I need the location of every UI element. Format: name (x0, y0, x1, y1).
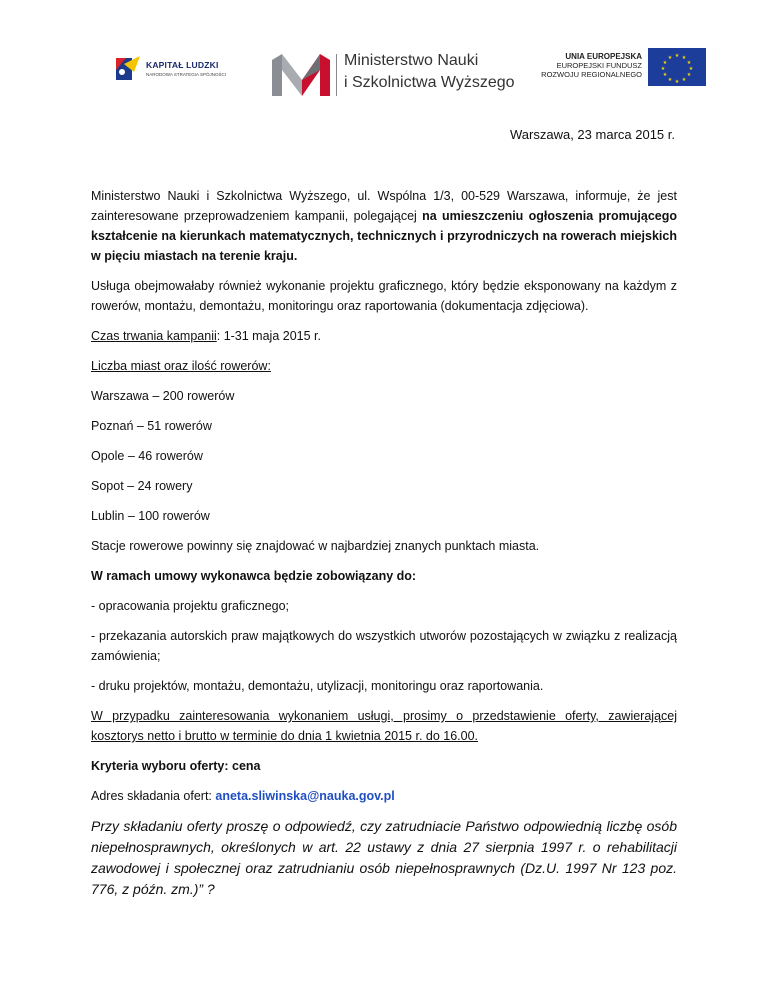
obligation-item: - druku projektów, montażu, demontażu, utylizacji, monitoringu oraz raportowania. (91, 679, 544, 693)
svg-text:★: ★ (681, 55, 687, 61)
city-item: Opole – 46 rowerów (91, 449, 203, 463)
kapital-ludzki-title: KAPITAŁ LUDZKI (146, 60, 219, 70)
ministry-name-line2: i Szkolnictwa Wyższego (344, 74, 515, 91)
eu-logo (540, 48, 710, 88)
duration-label: Czas trwania kampanii (91, 329, 217, 343)
eu-logo-line2: EUROPEJSKI FUNDUSZ (556, 61, 642, 70)
intro-bold-text: na umieszczeniu ogłoszenia promującego kształcenie na kierunkach matematycznych, technicznych i przyrodniczych na rowerach miejskich w pięciu miastach na terenie kraju. (91, 209, 677, 263)
obligation-item: - przekazania autorskich praw majątkowych do wszystkich utworów pozostających w związku z realizacją zamówienia; (91, 629, 677, 663)
email-link[interactable]: aneta.sliwinska@nauka.gov.pl (215, 789, 395, 803)
eu-logo-text (541, 52, 642, 79)
address-paragraph (91, 786, 677, 806)
ministry-logo (272, 50, 515, 102)
svg-text:★: ★ (686, 72, 692, 78)
duration-value: : 1-31 maja 2015 r. (216, 329, 321, 343)
stations-paragraph: Stacje rowerowe powinny się znajdować w najbardziej znanych punktach miasta. (91, 539, 540, 553)
kapital-ludzki-logo (110, 50, 240, 88)
service-paragraph: Usługa obejmowałaby również wykonanie projektu graficznego, który będzie eksponowany na każdym z rowerów, montażu, demontażu, monitoringu oraz raportowania (dokumentacja zdjęciowa). (91, 279, 677, 313)
eu-logo-line3: ROZWOJU REGIONALNEGO (541, 70, 642, 79)
intro-text: Ministerstwo Nauki i Szkolnictwa Wyższego, ul. Wspólna 1/3, 00-529 Warszawa, informuje, że jest zainteresowane przeprowadzeniem kampanii, polegającej (91, 189, 677, 223)
ministry-name-line1: Ministerstwo Nauki (344, 52, 479, 69)
svg-text:★: ★ (681, 77, 687, 83)
offer-request-paragraph: W przypadku zainteresowania wykonaniem usługi, prosimy o przedstawienie oferty, zawierającej kosztorys netto i brutto w terminie do dnia 1 kwietnia 2015 r. do 16.00. (91, 709, 677, 743)
city-item: Sopot – 24 rowery (91, 479, 193, 493)
svg-text:★: ★ (686, 60, 692, 66)
svg-text:★: ★ (660, 66, 666, 72)
svg-text:★: ★ (662, 60, 668, 66)
cities-heading: Liczba miast oraz ilość rowerów: (91, 359, 271, 373)
criteria-paragraph: Kryteria wyboru oferty: cena (91, 759, 261, 773)
address-label: Adres składania ofert: (91, 789, 216, 803)
ministry-emblem-icon (272, 54, 330, 96)
kapital-ludzki-subtitle: NARODOWA STRATEGIA SPÓJNOŚCI (146, 72, 227, 77)
svg-text:★: ★ (688, 66, 694, 72)
svg-text:★: ★ (674, 79, 680, 85)
ministry-logo-divider (336, 54, 337, 96)
svg-text:★: ★ (667, 55, 673, 61)
svg-text:★: ★ (667, 77, 673, 83)
svg-text:★: ★ (674, 53, 680, 59)
intro-paragraph (91, 186, 677, 266)
obligations-heading: W ramach umowy wykonawca będzie zobowiązany do: (91, 569, 417, 583)
city-item: Warszawa – 200 rowerów (91, 389, 235, 403)
document-body (91, 186, 677, 910)
duration-paragraph (91, 326, 677, 346)
document-date: Warszawa, 23 marca 2015 r. (510, 127, 675, 142)
city-item: Poznań – 51 rowerów (91, 419, 212, 433)
city-item: Lublin – 100 rowerów (91, 509, 210, 523)
eu-flag-icon (648, 48, 706, 86)
obligation-item: - opracowania projektu graficznego; (91, 599, 290, 613)
disability-question: Przy składaniu oferty proszę o odpowiedź, czy zatrudniacie Państwo odpowiednią liczbę osób niepełnosprawnych, określonych w art. 22 ustawy z dnia 27 sierpnia 1997 r. o rehabilitacji zawodowej i społecznej oraz zatrudnianiu osób niepełnosprawnych (Dz.U. 1997 Nr 123 poz. 776, z późn. zm.)” ? (91, 818, 677, 897)
svg-text:★: ★ (662, 72, 668, 78)
kapital-ludzki-emblem-icon (110, 50, 144, 86)
eu-logo-line1: UNIA EUROPEJSKA (565, 52, 642, 61)
